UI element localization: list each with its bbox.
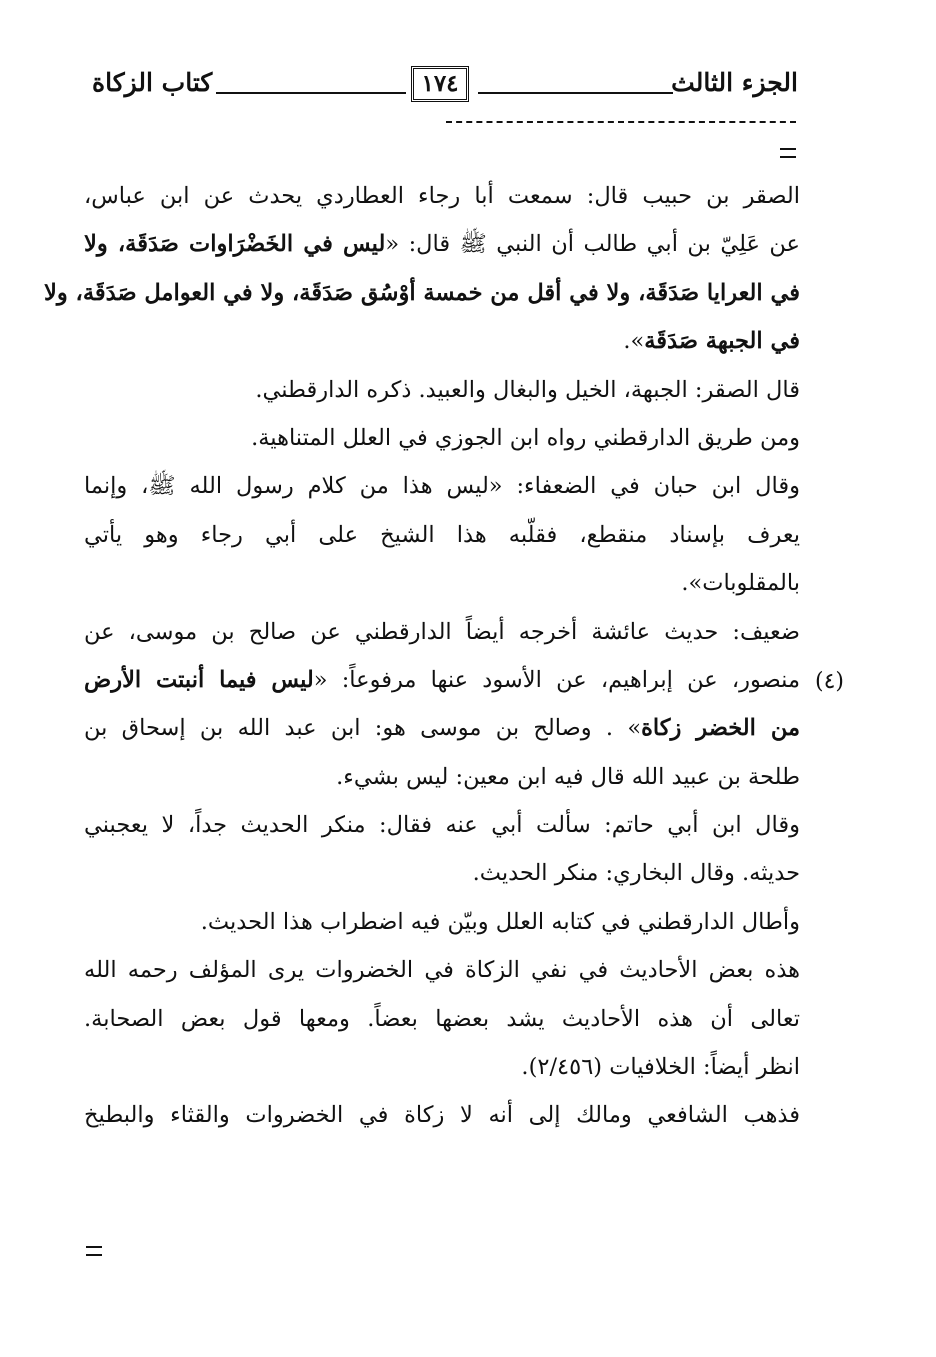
text-line: في العرايا صَدَقَة، ولا في أقل من خمسة أوْسُق صَدَقَة، ولا في العوامل صَدَقَة، ولا [44,279,800,306]
text-line: منصور، عن إبراهيم، عن الأسود عنها مرفوعاً: «ليس فيما أنبتت الأرض [84,666,800,693]
footnote-separator [446,121,796,123]
text-line: حديثه. وقال البخاري: منكر الحديث. [472,860,800,887]
text-line: في الجبهة صَدَقَة». [623,328,800,355]
text-line: قال الصقر: الجبهة، الخيل والبغال والعبيد. ذكره الدارقطني. [255,376,800,403]
text-line: انظر أيضاً: الخلافيات (٢/٤٥٦). [521,1054,800,1081]
text-line: طلحة بن عبيد الله قال فيه ابن معين: ليس بشيء. [336,763,800,790]
text-line: يعرف بإسناد منقطع، فقلّبه هذا الشيخ على أبي رجاء وهو يأتي [84,521,800,548]
header-rule-left [216,92,406,94]
text-line: ضعيف: حديث عائشة أخرجه أيضاً الدارقطني عن صالح بن موسى، عن [84,618,800,645]
text-line: وقال ابن حبان في الضعفاء: «ليس هذا من كلام رسول الله ﷺ، وإنما [84,473,800,500]
text-line: هذه بعض الأحاديث في نفي الزكاة في الخضروات يرى المؤلف رحمه الله [84,957,800,984]
page-number: ١٧٤ [411,66,469,102]
footnote-number: (٤) [814,669,844,694]
text-line: تعالى أن هذه الأحاديث يشد بعضها بعضاً. ومعها قول بعض الصحابة. [84,1005,800,1032]
continuation-mark-top [780,148,796,158]
footnote-body [44,172,800,1140]
continuation-mark-bottom [86,1246,102,1256]
text-line: فذهب الشافعي ومالك إلى أنه لا زكاة في الخضروات والقثاء والبطيخ [84,1102,800,1129]
text-line: من الخضر زكاة» . وصالح بن موسى هو: ابن عبد الله بن إسحاق بن [84,715,800,742]
text-line: وأطال الدارقطني في كتابه العلل وبيّن فيه اضطراب هذا الحديث. [200,908,800,935]
header-rule-right [478,92,673,94]
text-line: وقال ابن أبي حاتم: سألت أبي عنه فقال: منكر الحديث جداً، لا يعجبني [84,812,800,839]
text-line: ومن طريق الدارقطني رواه ابن الجوزي في العلل المتناهية. [251,424,800,451]
header-book-title: كتاب الزكاة [92,68,213,97]
text-line: عن عَلِيّ بن أبي طالب أن النبي ﷺ قال: «ليس في الخَضْرَاوات صَدَقَة، ولا [84,231,800,258]
text-line: بالمقلوبات». [681,570,800,597]
header-part-title: الجزء الثالث [671,68,798,97]
text-line: الصقر بن حبيب قال: سمعت أبا رجاء العطاردي يحدث عن ابن عباس، [84,183,800,209]
